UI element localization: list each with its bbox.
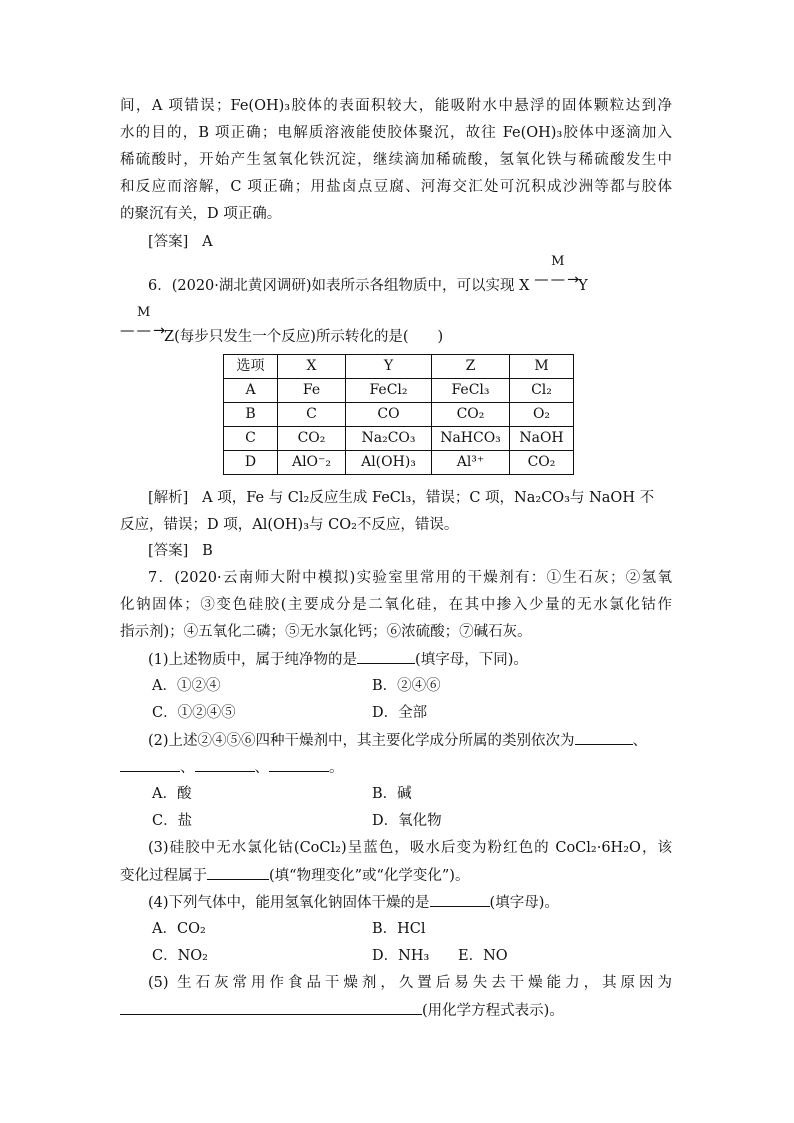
arrow-label-m: M [137,305,151,320]
options-table [223,354,574,475]
answer-blank[interactable] [120,757,180,772]
table-row [224,427,574,451]
table-cell: B [224,403,278,427]
table-cell: Cl₂ [510,379,574,403]
answer-5-value: A [202,234,213,250]
q7-part-5-line-1: (5) 生石灰常用作食品干燥剂，久置后易失去干燥能力，其原因为 [148,975,672,991]
table-cell: NaHCO₃ [432,427,510,451]
q7-part-3-text: 变化过程属于 [120,868,207,884]
option-e: E．NO [458,948,508,964]
table-cell: Fe [278,379,346,403]
explanation-line-5: 的聚沉有关，D 项正确。 [120,206,282,222]
table-header-cell: Y [346,355,432,379]
answer-label: [答案] [148,234,189,250]
option-d: D．全部 [372,705,428,721]
analysis-line-1 [148,488,654,508]
option-b: B．②④⑥ [372,678,441,694]
arrow-body: ——→ [534,272,582,288]
q7-part-4-suffix: (填字母)。 [489,895,559,911]
q7-part-1 [148,649,528,670]
table-header-cell: 选项 [224,355,278,379]
answer-blank[interactable] [269,757,329,772]
q7-part-3-line-1: (3)硅胶中无水氯化钴(CoCl₂)呈蓝色，吸水后变为粉红色的 CoCl₂·6H₂O，该 [148,840,672,856]
table-cell: Na₂CO₃ [346,427,432,451]
table-cell: Al(OH)₃ [346,451,432,475]
table-row [224,403,574,427]
table-header-cell: X [278,355,346,379]
table-cell: NaOH [510,427,574,451]
answer-blank[interactable] [357,649,415,664]
option-c: C．盐 [152,813,193,829]
option-a: A．酸 [152,786,192,802]
q7-part-5-line-2 [120,1000,564,1021]
table-cell: AlO⁻₂ [278,451,346,475]
table-cell: Al³⁺ [432,451,510,475]
q7-part-2-blanks [120,757,344,778]
table-cell: FeCl₃ [432,379,510,403]
explanation-line-2: 水的目的，B 项正确；电解质溶液能使胶体聚沉，故往 Fe(OH)₃胶体中逐滴加入 [120,125,672,141]
table-row [224,379,574,403]
answer-6 [148,541,213,561]
answer-6-value: B [202,543,213,559]
q7-part-3-line-2 [120,865,469,886]
table-header-row [224,355,574,379]
q7-part-5-suffix: (用化学方程式表示)。 [422,1003,564,1019]
option-d: D．NH₃ [372,948,430,964]
table-cell: C [278,403,346,427]
explanation-line-3: 稀硫酸时，开始产生氢氧化铁沉淀，继续滴加稀硫酸，氢氧化铁与稀硫酸发生中 [120,152,672,168]
separator: 、 [254,760,269,776]
q7-part-2 [148,730,647,751]
answer-5 [148,232,213,252]
separator: 、 [632,733,648,749]
table-cell: CO₂ [432,403,510,427]
q7-intro-line-2: 化钠固体；③变色硅胶(主要成分是二氧化硅，在其中掺入少量的无水氯化钴作 [120,597,672,613]
table-cell: C [224,427,278,451]
answer-blank[interactable] [430,892,490,907]
table-header-cell: Z [432,355,510,379]
arrow-body: ——→ [120,323,168,339]
option-d: D．氧化物 [372,813,442,829]
answer-blank[interactable] [120,1000,422,1015]
option-a: A．CO₂ [152,921,206,937]
analysis-label: [解析] [148,490,189,506]
q7-part-2-text: (2)上述②④⑤⑥四种干燥剂中，其主要化学成分所属的类别依次为 [148,733,575,749]
table-cell: D [224,451,278,475]
table-row [224,451,574,475]
analysis-line-2: 反应，错误；D 项，Al(OH)₃与 CO₂不反应，错误。 [120,517,459,533]
explanation-line-1: 间，A 项错误；Fe(OH)₃胶体的表面积较大，能吸附水中悬浮的固体颗粒达到净 [120,98,672,114]
q7-intro-line-1: 7．(2020·云南师大附中模拟)实验室里常用的干燥剂有：①生石灰；②氢氧 [148,570,672,586]
table-cell: CO₂ [510,451,574,475]
q7-part-4-text: (4)下列气体中，能用氢氧化钠固体干燥的是 [148,895,430,911]
q7-part-1-suffix: (填字母，下同)。 [415,652,528,668]
answer-blank[interactable] [195,757,255,772]
option-a: A．①②④ [152,678,221,694]
table-cell: A [224,379,278,403]
arrow-label-m: M [551,254,565,269]
option-c: C．①②④⑤ [152,705,236,721]
separator: 、 [180,760,195,776]
reaction-arrow-1 [534,254,582,290]
q6-line-2 [120,305,444,347]
table-cell: CO [346,403,432,427]
answer-blank[interactable] [207,865,269,880]
table-cell: O₂ [510,403,574,427]
q6-suffix: Z(每步只发生一个反应)所示转化的是( ) [164,329,444,345]
table-cell: CO₂ [278,427,346,451]
analysis-text: A 项，Fe 与 Cl₂反应生成 FeCl₃，错误；C 项，Na₂CO₃与 NaOH 不 [202,490,655,506]
table-cell: FeCl₂ [346,379,432,403]
q7-intro-line-3: 指示剂)；④五氧化二磷；⑤无水氯化钙；⑥浓硫酸；⑦碱石灰。 [120,624,532,640]
period: 。 [329,760,344,776]
q7-part-1-text: (1)上述物质中，属于纯净物的是 [148,652,358,668]
q6-y: Y [578,278,588,294]
explanation-line-4: 和反应而溶解，C 项正确；用盐卤点豆腐、河海交汇处可沉积成沙洲等都与胶体 [120,179,672,195]
option-c: C．NO₂ [152,948,208,964]
q6-line-1 [148,254,588,296]
answer-label: [答案] [148,543,189,559]
q7-part-3-suffix: (填“物理变化”或“化学变化”)。 [269,868,470,884]
reaction-arrow-2 [120,305,168,341]
option-b: B．HCl [372,921,426,937]
q6-prefix: 6．(2020·湖北黄冈调研)如表所示各组物质中，可以实现 X [148,278,530,294]
option-b: B．碱 [372,786,412,802]
table-header-cell: M [510,355,574,379]
answer-blank[interactable] [575,730,633,745]
q7-part-4 [148,892,559,913]
